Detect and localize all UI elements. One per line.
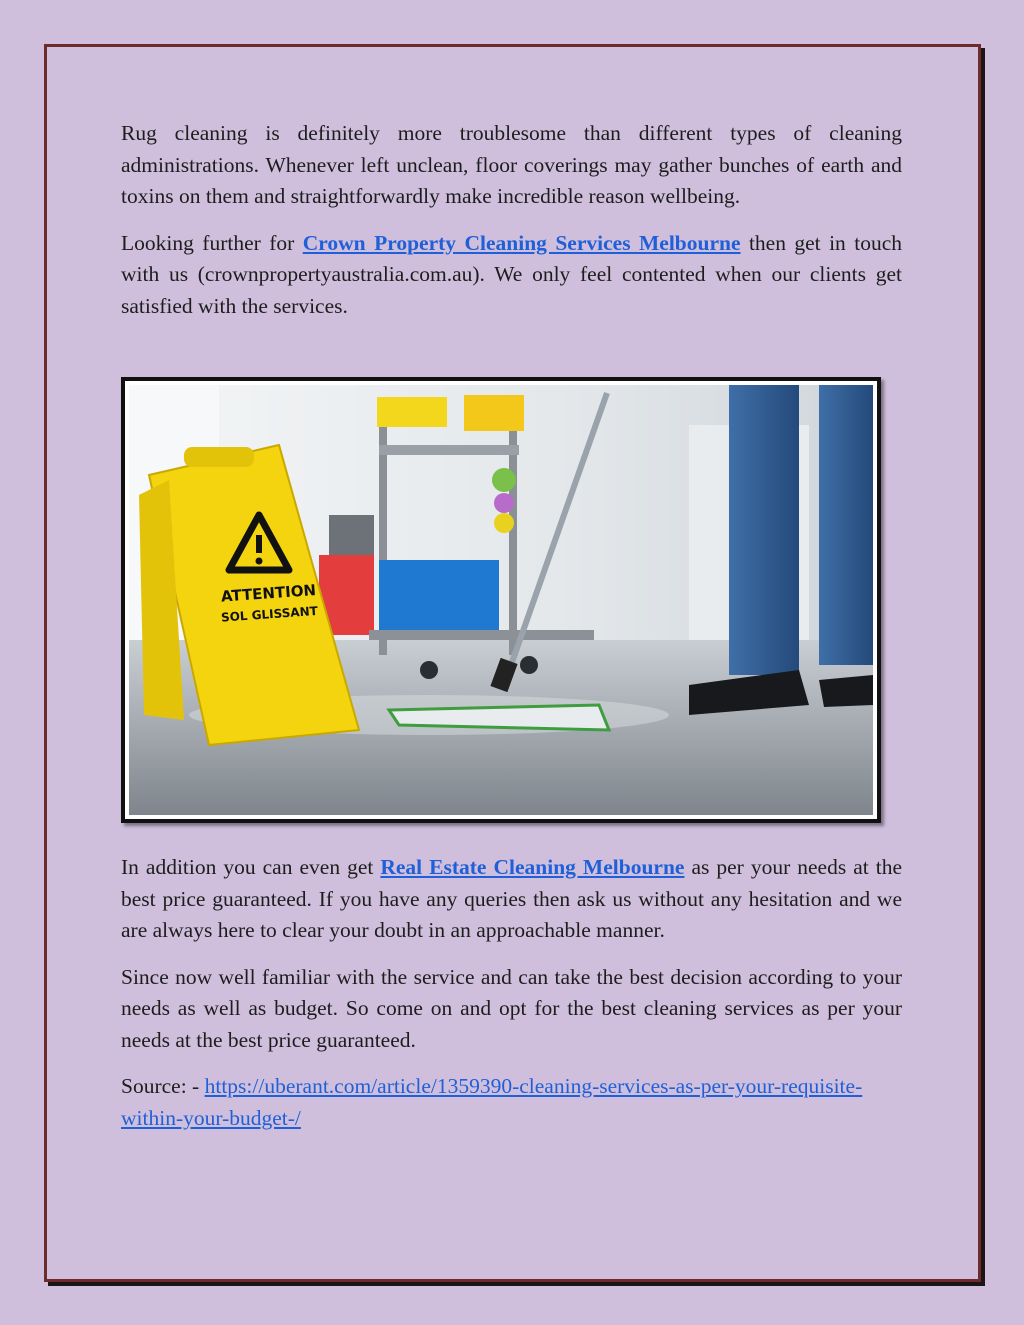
document-body <box>121 118 902 337</box>
source-link[interactable]: https://uberant.com/article/1359390-cleaning-services-as-per-your-requisite-within-your-budget-/ <box>121 1074 863 1130</box>
paragraph-real-estate <box>121 852 902 947</box>
paragraph-real-estate-text-end: as per your needs at the best price guaranteed. If you have any queries then ask us without any hesitation and we are always here to clear your doubt in an approachable manner. <box>121 855 903 942</box>
paragraph-intro: Rug cleaning is definitely more troublesome than different types of cleaning administrations. Whenever left unclean, floor coverings may gather bunches of earth and toxins on them and straightforwardly make incredible reason wellbeing. <box>121 121 902 208</box>
paragraph-real-estate-text-start: In addition you can even get <box>121 855 381 879</box>
cleaning-photo <box>121 377 881 823</box>
paragraph-contact-text-start: Looking further for <box>121 230 303 255</box>
crown-property-link[interactable]: Crown Property Cleaning Services Melbourne <box>302 230 741 255</box>
paragraph-closing: Since now well familiar with the service and can take the best decision according to your needs as well as budget. So come on and opt for the best cleaning services as per your needs at the best price guaranteed. <box>121 964 902 1052</box>
document-body-lower <box>121 852 902 1149</box>
sign-text-line2: SOL GLISSANT <box>220 603 319 625</box>
photo-canvas <box>129 385 873 815</box>
sign-text-line1: ATTENTION <box>220 581 317 606</box>
real-estate-cleaning-link[interactable]: Real Estate Cleaning Melbourne <box>380 855 685 879</box>
paragraph-contact-text-end: then get in touch with us (crownpropertyaustralia.com.au). We only feel contented when our clients get satisfied with the services. <box>121 230 903 318</box>
source-label: Source: - <box>121 1074 205 1098</box>
source-line <box>121 1071 902 1134</box>
cleaning-scene-illustration <box>129 385 873 815</box>
paragraph-contact <box>121 228 902 323</box>
